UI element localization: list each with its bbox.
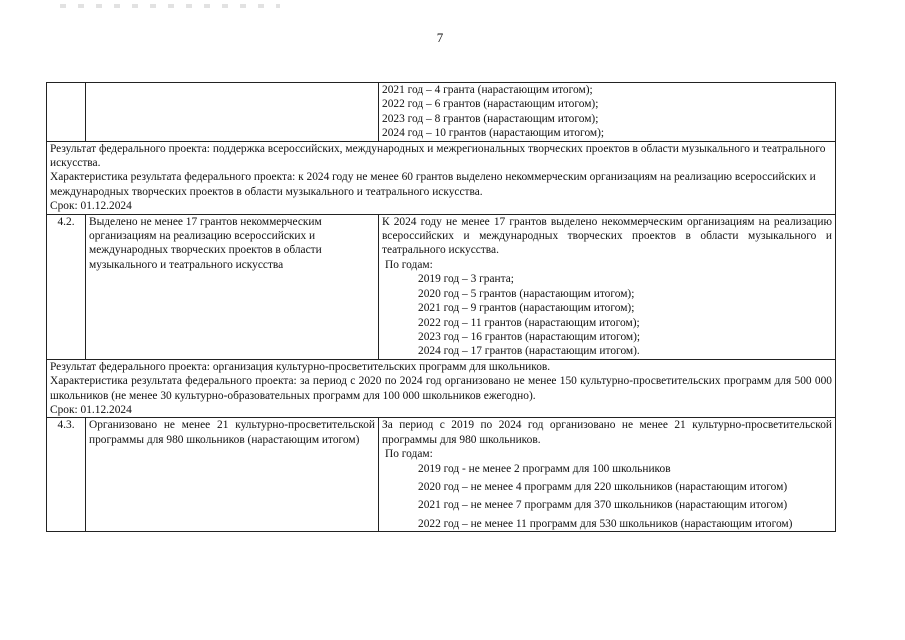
characteristic-text: Характеристика результата федерального проекта: за период с 2020 по 2024 год организовано не менее 150 культурно-просветительских программ для 500 000 школьников (не менее 30 культурно-образовательных программ для 100 000 школьников ежегодно). xyxy=(50,375,832,402)
page-number: 7 xyxy=(436,30,444,45)
table-row-top-continuation xyxy=(47,83,836,142)
result-text: Результат федерального проекта: поддержка всероссийских, международных и межрегиональных творческих проектов в области музыкального и театрального искусства. xyxy=(50,142,826,170)
row-number: 4.3. xyxy=(47,418,86,532)
section-4-2-header xyxy=(47,141,836,214)
cell-top-years xyxy=(379,83,836,142)
scan-noise xyxy=(60,4,280,8)
table-row-section-header xyxy=(47,359,836,418)
year-line: 2020 год – 5 грантов (нарастающим итогом); xyxy=(418,287,635,300)
section-4-3-header xyxy=(47,359,836,418)
year-line: 2022 год – 6 грантов (нарастающим итогом); xyxy=(382,98,599,111)
deadline-text: Срок: 01.12.2024 xyxy=(50,403,132,416)
result-intro: За период с 2019 по 2024 год организовано не менее 21 культурно-просветительской программы для 980 школьников. xyxy=(382,419,832,446)
year-line: 2019 год - не менее 2 программ для 100 школьников xyxy=(418,462,671,475)
year-line: 2020 год – не менее 4 программ для 220 школьников (нарастающим итогом) xyxy=(418,480,788,493)
year-line: 2024 год – 10 грантов (нарастающим итогом); xyxy=(382,127,605,140)
row-result-cell xyxy=(379,214,836,359)
year-line: 2021 год – 9 грантов (нарастающим итогом); xyxy=(418,302,635,315)
row-number: 4.2. xyxy=(47,214,86,359)
year-line: 2021 год – 4 гранта (нарастающим итогом); xyxy=(382,84,593,96)
result-text: Результат федерального проекта: организация культурно-просветительских программ для школьников. xyxy=(50,360,551,373)
row-result-cell xyxy=(379,418,836,532)
characteristic-text: Характеристика результата федерального проекта: к 2024 году не менее 60 грантов выделено некоммерческим организациям на реализацию всероссийских и международных творческих проектов в области музыкального и театрального искусства. xyxy=(50,171,816,198)
year-line: 2024 год – 17 грантов (нарастающим итогом). xyxy=(418,345,640,358)
cell-num-empty xyxy=(47,83,86,142)
by-years-label: По годам: xyxy=(385,448,433,461)
year-line: 2023 год – 16 грантов (нарастающим итогом); xyxy=(418,330,641,343)
year-line: 2021 год – не менее 7 программ для 370 школьников (нарастающим итогом) xyxy=(418,499,788,512)
year-line: 2023 год – 8 грантов (нарастающим итогом); xyxy=(382,112,599,125)
table-row-4-3 xyxy=(47,418,836,532)
year-line: 2022 год – не менее 11 программ для 530 школьников (нарастающим итогом) xyxy=(418,517,793,530)
table-row-4-2 xyxy=(47,214,836,359)
year-line: 2019 год – 3 гранта; xyxy=(418,273,514,286)
row-task-text: Организовано не менее 21 культурно-просветительской программы для 980 школьников (нарастающим итогом) xyxy=(86,418,379,532)
table-row-section-header xyxy=(47,141,836,214)
document-table xyxy=(46,82,836,532)
deadline-text: Срок: 01.12.2024 xyxy=(50,200,132,213)
by-years-label: По годам: xyxy=(385,258,433,271)
cell-left-empty xyxy=(86,83,379,142)
year-line: 2022 год – 11 грантов (нарастающим итогом); xyxy=(418,316,640,329)
years-list xyxy=(382,272,832,358)
result-intro: К 2024 году не менее 17 грантов выделено некоммерческим организациям на реализацию всероссийских и международных творческих проектов в области музыкального и театрального искусства. xyxy=(382,215,832,257)
row-task-text: Выделено не менее 17 грантов некоммерческим организациям на реализацию всероссийских и международных творческих проектов в области музыкального и театрального искусства xyxy=(86,214,379,359)
